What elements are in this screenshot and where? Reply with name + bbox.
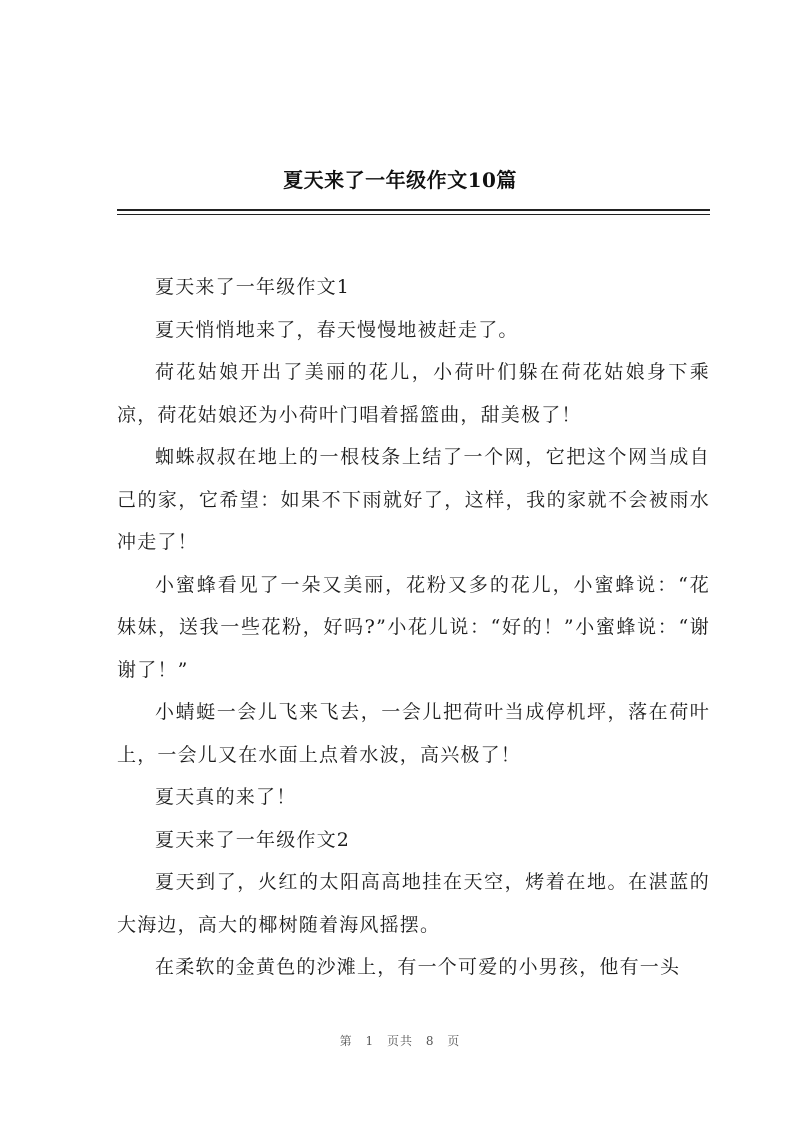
footer-page-label: 第: [339, 1034, 353, 1048]
section-heading: 夏天来了一年级作文1: [155, 276, 351, 298]
paragraph: 荷花姑娘开出了美丽的花儿，小荷叶们躲在荷花姑娘身下乘凉，荷花姑娘还为小荷叶门唱着摇篮曲，甜美极了！: [117, 361, 710, 426]
title-divider-thin: [117, 214, 710, 215]
paragraph: 在柔软的金黄色的沙滩上，有一个可爱的小男孩，他有一头: [155, 956, 681, 978]
paragraph: 小蜜蜂看见了一朵又美丽，花粉又多的花儿，小蜜蜂说：“花妹妹，送我一些花粉，好吗?”小花儿说：“好的！”小蜜蜂说：“谢谢了！”: [117, 573, 710, 681]
paragraph: 夏天真的来了！: [155, 786, 297, 808]
footer-current-page: 1: [365, 1034, 375, 1048]
paragraph: 夏天悄悄地来了，春天慢慢地被赶走了。: [155, 318, 519, 341]
footer-total-pages: 8: [425, 1034, 435, 1048]
page-footer: [0, 1032, 800, 1049]
paragraph: 小蜻蜓一会儿飞来飞去，一会儿把荷叶当成停机坪，落在荷叶上，一会儿又在水面上点着水波，高兴极了！: [117, 701, 710, 766]
footer-total-prefix: 页共: [386, 1034, 413, 1048]
title-divider-thick: [117, 209, 710, 211]
paragraph: 蜘蛛叔叔在地上的一根枝条上结了一个网，它把这个网当成自己的家，它希望：如果不下雨就好了，这样，我的家就不会被雨水冲走了！: [117, 446, 710, 553]
footer-total-suffix: 页: [447, 1034, 461, 1048]
paragraph: 夏天到了，火红的太阳高高地挂在天空，烤着在地。在湛蓝的大海边，高大的椰树随着海风摇摆。: [117, 871, 710, 936]
document-body: [117, 266, 710, 989]
document-title: 夏天来了一年级作文10篇: [283, 168, 517, 192]
section-heading: 夏天来了一年级作文2: [155, 828, 351, 851]
